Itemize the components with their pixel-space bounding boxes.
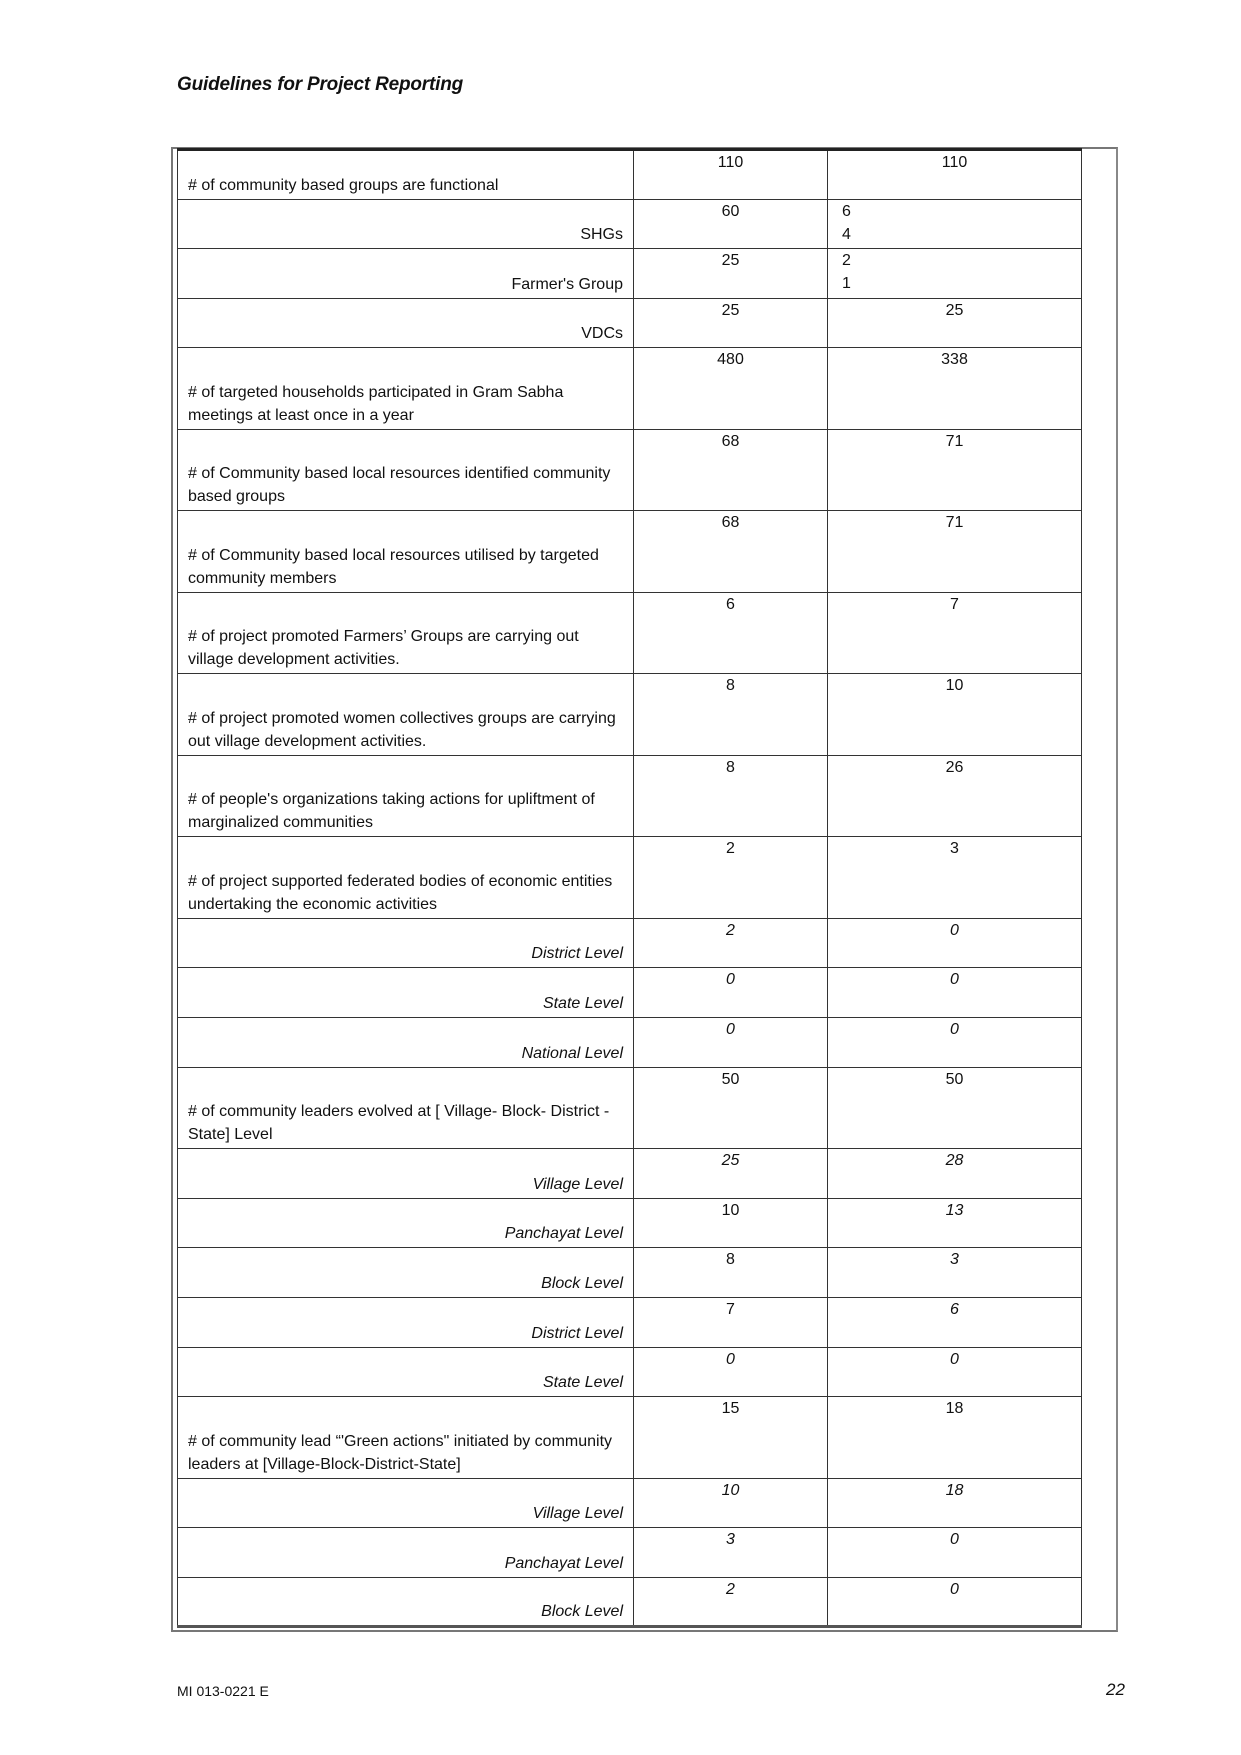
sub-indicator-row <box>178 249 1082 299</box>
value-col2-cell: 50 <box>634 1067 828 1149</box>
value-col3-cell: 71 <box>828 511 1082 593</box>
value-col3-cell: 3 <box>828 837 1082 919</box>
sub-indicator-row <box>178 1149 1082 1199</box>
indicator-label-cell <box>178 1248 634 1298</box>
indicator-label: # of project promoted Farmers’ Groups are carrying out village development activities. <box>188 628 579 669</box>
value-col2-cell: 8 <box>634 1248 828 1298</box>
value-col2-cell: 25 <box>634 249 828 299</box>
sub-indicator-row <box>178 1347 1082 1397</box>
value-col2-cell: 15 <box>634 1397 828 1479</box>
value-col3-cell: 0 <box>828 968 1082 1018</box>
indicator-label: Panchayat Level <box>504 1225 623 1243</box>
sub-indicator-row <box>178 1198 1082 1248</box>
sub-indicator-row <box>178 1528 1082 1578</box>
indicator-label-cell <box>178 968 634 1018</box>
indicator-label: # of community leaders evolved at [ Village- Block- District -State] Level <box>188 1103 610 1144</box>
indicator-label-cell <box>178 429 634 511</box>
indicator-label-cell <box>178 837 634 919</box>
indicator-label: # of Community based local resources identified community based groups <box>188 465 611 506</box>
value-col3-cell: 25 <box>828 298 1082 348</box>
sub-indicator-row <box>178 1248 1082 1298</box>
sub-indicator-row <box>178 1577 1082 1627</box>
value-col3-cell: 338 <box>828 348 1082 430</box>
indicator-label-cell <box>178 1067 634 1149</box>
indicator-label-cell <box>178 1577 634 1627</box>
value-col3-cell: 26 <box>828 755 1082 837</box>
value-col3-cell <box>828 249 1082 299</box>
indicator-label: Block Level <box>541 1274 623 1292</box>
indicator-label: SHGs <box>580 226 623 244</box>
indicators-table-body <box>178 150 1082 1627</box>
value-col2-cell: 110 <box>634 150 828 200</box>
value-col2-cell: 25 <box>634 1149 828 1199</box>
value-col3-cell: 18 <box>828 1397 1082 1479</box>
indicator-row <box>178 674 1082 756</box>
indicator-label-cell <box>178 348 634 430</box>
sub-indicator-row <box>178 968 1082 1018</box>
value-col2-cell: 68 <box>634 511 828 593</box>
value-col2-cell: 2 <box>634 837 828 919</box>
value-col3-cell: 0 <box>828 1018 1082 1068</box>
value-col3-cell: 28 <box>828 1149 1082 1199</box>
indicator-label-cell <box>178 674 634 756</box>
indicator-row <box>178 755 1082 837</box>
indicator-row <box>178 429 1082 511</box>
indicator-label: National Level <box>521 1044 623 1062</box>
value-col2-cell: 3 <box>634 1528 828 1578</box>
indicator-label: # of community lead “'Green actions" initiated by community leaders at [Village-Block-District-State] <box>188 1432 613 1473</box>
value-col3-digit: 6 <box>842 202 851 220</box>
indicator-label: Village Level <box>532 1505 623 1523</box>
value-col3-cell: 0 <box>828 918 1082 968</box>
indicator-label: Village Level <box>532 1175 623 1193</box>
value-col2-cell: 10 <box>634 1198 828 1248</box>
indicator-label-cell <box>178 1018 634 1068</box>
value-col2-cell: 10 <box>634 1478 828 1528</box>
indicator-row <box>178 1067 1082 1149</box>
sub-indicator-row <box>178 1478 1082 1528</box>
sub-indicator-row <box>178 1297 1082 1347</box>
value-col2-cell: 6 <box>634 592 828 674</box>
indicator-label: District Level <box>531 1324 623 1342</box>
indicator-label: State Level <box>542 995 623 1013</box>
value-col3-cell: 10 <box>828 674 1082 756</box>
value-col3-digit: 1 <box>842 275 851 293</box>
value-col2-cell: 7 <box>634 1297 828 1347</box>
indicator-label-cell <box>178 1297 634 1347</box>
footer-doc-code: MI 013-0221 E <box>177 1683 269 1699</box>
indicator-label: # of targeted households participated in Gram Sabha meetings at least once in a year <box>188 383 564 424</box>
indicator-label-cell <box>178 1347 634 1397</box>
value-col2-cell: 0 <box>634 968 828 1018</box>
indicator-label: # of people's organizations taking actions for upliftment of marginalized communities <box>188 791 595 832</box>
indicator-label: # of Community based local resources utilised by targeted community members <box>188 546 599 587</box>
value-col2-cell: 68 <box>634 429 828 511</box>
value-col2-cell: 0 <box>634 1347 828 1397</box>
footer-page-number: 22 <box>1106 1680 1125 1699</box>
value-col2-cell: 8 <box>634 674 828 756</box>
indicator-label-cell <box>178 592 634 674</box>
value-col3-cell: 3 <box>828 1248 1082 1298</box>
sub-indicator-row <box>178 199 1082 249</box>
indicator-label: District Level <box>531 945 623 963</box>
indicator-row <box>178 150 1082 200</box>
indicator-row <box>178 511 1082 593</box>
indicator-label: Panchayat Level <box>504 1554 623 1572</box>
indicator-label-cell <box>178 918 634 968</box>
indicator-label-cell <box>178 1198 634 1248</box>
indicator-label: VDCs <box>581 325 623 343</box>
indicator-label-cell <box>178 755 634 837</box>
indicator-row <box>178 837 1082 919</box>
indicator-label-cell <box>178 511 634 593</box>
value-col2-cell: 0 <box>634 1018 828 1068</box>
value-col3-digit: 2 <box>842 252 851 270</box>
indicator-label-cell <box>178 1149 634 1199</box>
value-col3-cell: 6 <box>828 1297 1082 1347</box>
indicator-row <box>178 592 1082 674</box>
value-col3-cell: 0 <box>828 1528 1082 1578</box>
value-col3-cell: 50 <box>828 1067 1082 1149</box>
indicator-row <box>178 1397 1082 1479</box>
indicators-table <box>177 148 1082 1628</box>
value-col3-cell: 0 <box>828 1577 1082 1627</box>
indicator-row <box>178 348 1082 430</box>
value-col3-cell: 13 <box>828 1198 1082 1248</box>
value-col3-cell: 71 <box>828 429 1082 511</box>
value-col2-cell: 480 <box>634 348 828 430</box>
value-col3-cell: 18 <box>828 1478 1082 1528</box>
value-col3-cell: 0 <box>828 1347 1082 1397</box>
indicator-label: Block Level <box>541 1603 623 1621</box>
indicator-label-cell <box>178 199 634 249</box>
value-col3-digit: 4 <box>842 225 851 243</box>
value-col2-cell: 8 <box>634 755 828 837</box>
value-col2-cell: 25 <box>634 298 828 348</box>
indicator-label: # of community based groups are functional <box>188 176 499 194</box>
value-col2-cell: 2 <box>634 1577 828 1627</box>
value-col3-cell <box>828 199 1082 249</box>
indicator-label-cell <box>178 298 634 348</box>
indicator-label: Farmer's Group <box>511 275 623 293</box>
value-col2-cell: 60 <box>634 199 828 249</box>
sub-indicator-row <box>178 298 1082 348</box>
sub-indicator-row <box>178 1018 1082 1068</box>
value-col3-cell: 7 <box>828 592 1082 674</box>
indicator-label: State Level <box>542 1374 623 1392</box>
sub-indicator-row <box>178 918 1082 968</box>
indicator-label: # of project promoted women collectives groups are carrying out village development activities. <box>188 709 616 750</box>
page-header-title: Guidelines for Project Reporting <box>177 74 464 95</box>
indicator-label: # of project supported federated bodies of economic entities undertaking the economic activities <box>188 872 613 913</box>
indicator-label-cell <box>178 249 634 299</box>
indicator-label-cell <box>178 1397 634 1479</box>
indicator-label-cell <box>178 1528 634 1578</box>
value-col3-cell: 110 <box>828 150 1082 200</box>
indicator-label-cell <box>178 1478 634 1528</box>
value-col2-cell: 2 <box>634 918 828 968</box>
indicator-label-cell <box>178 150 634 200</box>
